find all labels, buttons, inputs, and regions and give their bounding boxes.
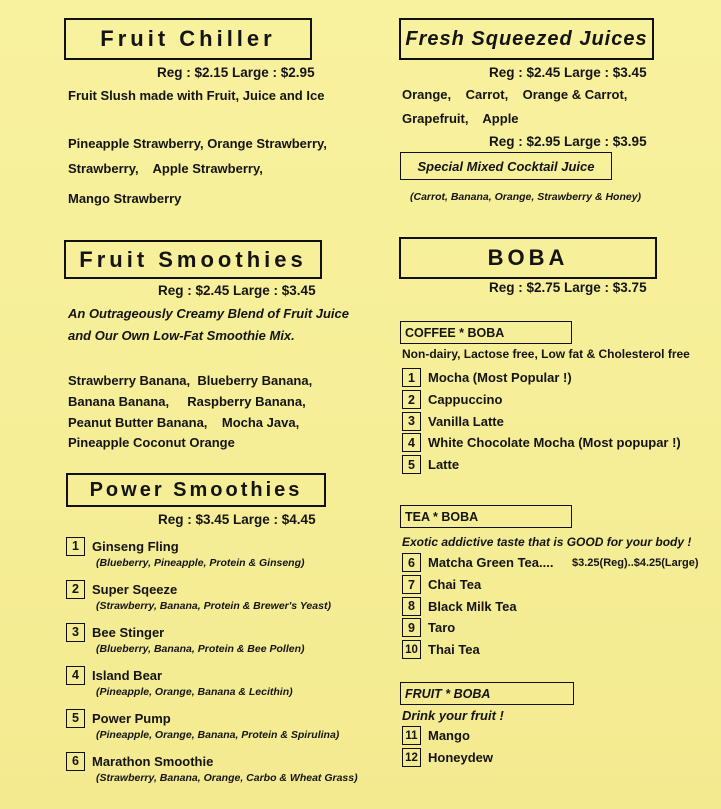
item-name: Bee Stinger: [92, 624, 165, 640]
power-smoothie-item: [66, 665, 293, 705]
item-name: Matcha Green Tea....: [428, 555, 554, 571]
tea-boba-description: Exotic addictive taste that is GOOD for your body !: [402, 535, 692, 549]
power-smoothie-item: [66, 708, 340, 748]
tea-boba-item: [402, 574, 553, 596]
fruit-smoothies-flavor: Banana Banana, Raspberry Banana,: [68, 394, 306, 409]
item-number: 3: [66, 623, 85, 642]
fruit-boba-header: FRUIT * BOBA: [400, 682, 574, 705]
power-smoothie-header: [66, 536, 179, 556]
coffee-boba-list: [402, 367, 681, 475]
fruit-chiller-flavor: Strawberry, Apple Strawberry,: [68, 161, 263, 176]
item-number: 11: [402, 726, 421, 745]
fresh-juices-price-2: Reg : $2.95 Large : $3.95: [489, 134, 647, 149]
tea-boba-item: [402, 552, 699, 574]
coffee-boba-item: [402, 432, 681, 454]
item-price: $3.25(Reg)..$4.25(Large): [572, 556, 699, 569]
fruit-smoothies-price: Reg : $2.45 Large : $3.45: [158, 283, 316, 298]
coffee-boba-item: [402, 410, 681, 432]
item-name: Marathon Smoothie: [92, 753, 214, 769]
fruit-smoothies-flavor: Strawberry Banana, Blueberry Banana,: [68, 373, 313, 388]
tea-boba-list: [402, 552, 699, 660]
coffee-boba-header: COFFEE * BOBA: [400, 321, 572, 344]
item-number: 6: [66, 752, 85, 771]
fruit-smoothies-flavor: Peanut Butter Banana, Mocha Java,: [68, 415, 300, 430]
fruit-chiller-flavor: Pineapple Strawberry, Orange Strawberry,: [68, 136, 327, 151]
fruit-smoothies-flavor: Pineapple Coconut Orange: [68, 435, 235, 450]
item-ingredients: (Strawberry, Banana, Orange, Carbo & Wheat Grass): [96, 772, 358, 784]
item-ingredients: (Pineapple, Orange, Banana, Protein & Spirulina): [96, 729, 340, 741]
item-number: 8: [402, 597, 421, 616]
item-name: Latte: [428, 457, 460, 473]
item-name: Cappuccino: [428, 392, 503, 408]
item-name: Honeydew: [428, 750, 494, 766]
item-name: Chai Tea: [428, 577, 482, 593]
item-name: Power Pump: [92, 710, 171, 726]
power-smoothie-item: [66, 579, 331, 619]
fresh-juices-price: Reg : $2.45 Large : $3.45: [489, 65, 647, 80]
item-number: 5: [402, 455, 421, 474]
item-name: Super Sqeeze: [92, 581, 178, 597]
item-ingredients: (Pineapple, Orange, Banana & Lecithin): [96, 686, 293, 698]
fruit-boba-list: [402, 725, 493, 768]
coffee-boba-description: Non-dairy, Lactose free, Low fat & Cholesterol free: [402, 347, 690, 361]
fruit-chiller-flavor: Mango Strawberry: [68, 191, 182, 206]
special-cocktail-title: Special Mixed Cocktail Juice: [400, 152, 612, 180]
fruit-chiller-description: Fruit Slush made with Fruit, Juice and Ice: [68, 88, 325, 103]
item-name: Island Bear: [92, 667, 163, 683]
item-number: 4: [402, 433, 421, 452]
item-ingredients: (Strawberry, Banana, Protein & Brewer's Yeast): [96, 600, 331, 612]
power-smoothie-header: [66, 579, 177, 599]
item-number: 1: [66, 537, 85, 556]
power-smoothies-price: Reg : $3.45 Large : $4.45: [158, 512, 316, 527]
item-number: 9: [402, 618, 421, 637]
tea-boba-item: [402, 595, 553, 617]
item-ingredients: (Blueberry, Pineapple, Protein & Ginseng): [96, 557, 305, 569]
power-smoothies-title: Power Smoothies: [66, 473, 326, 507]
item-name: Taro: [428, 620, 456, 636]
item-number: 2: [402, 390, 421, 409]
fresh-juices-flavor: Grapefruit, Apple: [402, 111, 519, 126]
power-smoothie-item: [66, 751, 358, 791]
tea-boba-header: TEA * BOBA: [400, 505, 572, 528]
power-smoothie-header: [66, 665, 162, 685]
fruit-chiller-price: Reg : $2.15 Large : $2.95: [157, 65, 315, 80]
item-name: Mocha (Most Popular !): [428, 370, 572, 386]
power-smoothies-list: [66, 536, 382, 796]
power-smoothie-header: [66, 751, 213, 771]
item-name: Vanilla Latte: [428, 413, 504, 429]
item-ingredients: (Blueberry, Banana, Protein & Bee Pollen): [96, 643, 305, 655]
fresh-juices-title: Fresh Squeezed Juices: [399, 18, 654, 60]
item-number: 2: [66, 580, 85, 599]
fruit-smoothies-description: and Our Own Low-Fat Smoothie Mix.: [68, 328, 295, 343]
tea-boba-item: [402, 639, 553, 661]
fruit-chiller-title: Fruit Chiller: [64, 18, 312, 60]
fresh-juices-flavor: Orange, Carrot, Orange & Carrot,: [402, 87, 628, 102]
item-number: 12: [402, 748, 421, 767]
item-name: Thai Tea: [428, 642, 480, 658]
boba-price: Reg : $2.75 Large : $3.75: [489, 280, 647, 295]
item-number: 5: [66, 709, 85, 728]
boba-title: BOBA: [399, 237, 657, 279]
fruit-boba-item: [402, 725, 493, 747]
item-number: 6: [402, 553, 421, 572]
power-smoothie-header: [66, 622, 164, 642]
fruit-boba-description: Drink your fruit !: [402, 708, 504, 723]
item-number: 4: [66, 666, 85, 685]
item-number: 10: [402, 640, 421, 659]
coffee-boba-item: [402, 367, 681, 389]
power-smoothie-item: [66, 536, 305, 576]
item-number: 1: [402, 368, 421, 387]
item-name: Ginseng Fling: [92, 538, 179, 554]
item-number: 3: [402, 412, 421, 431]
item-name: White Chocolate Mocha (Most popupar !): [428, 435, 681, 451]
fruit-smoothies-description: An Outrageously Creamy Blend of Fruit Juice: [68, 306, 349, 321]
item-name: Black Milk Tea: [428, 598, 517, 614]
coffee-boba-item: [402, 389, 681, 411]
fruit-boba-item: [402, 747, 493, 769]
fruit-smoothies-title: Fruit Smoothies: [64, 240, 322, 279]
coffee-boba-item: [402, 454, 681, 476]
power-smoothie-header: [66, 708, 171, 728]
special-cocktail-ingredients: (Carrot, Banana, Orange, Strawberry & Honey): [410, 191, 642, 203]
item-number: 7: [402, 575, 421, 594]
item-name: Mango: [428, 728, 470, 744]
power-smoothie-item: [66, 622, 305, 662]
tea-boba-item: [402, 617, 553, 639]
